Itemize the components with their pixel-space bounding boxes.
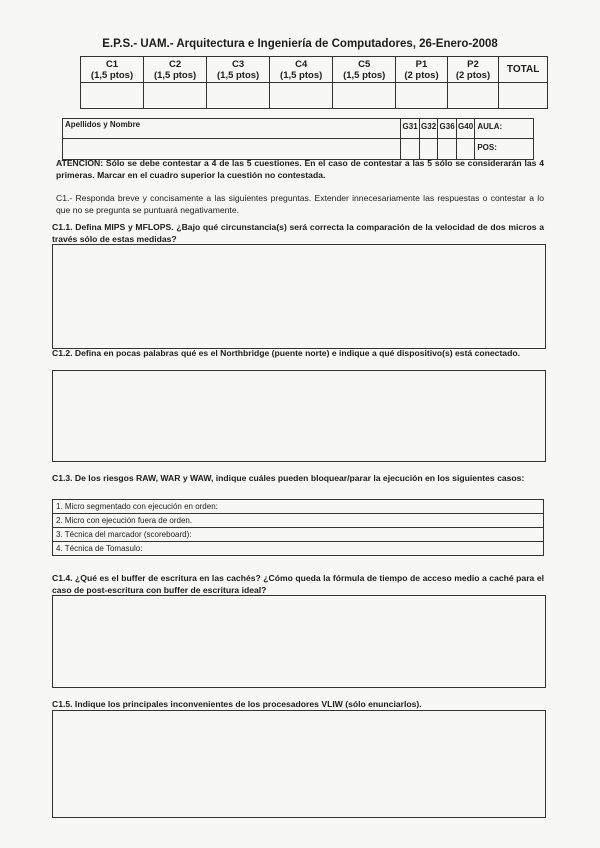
name-field[interactable]: [63, 139, 401, 160]
group-g31-check[interactable]: [401, 139, 420, 160]
score-entry-c3[interactable]: [207, 83, 270, 109]
score-cell-p1: P1 (2 ptos): [396, 57, 448, 83]
score-cell-c5: C5 (1,5 ptos): [333, 57, 396, 83]
score-table-header-row: [81, 57, 548, 83]
score-entry-total[interactable]: [499, 83, 548, 109]
answer-box-c1-1[interactable]: [52, 244, 546, 349]
question-c1-2: C1.2. Defina en pocas palabras qué es el Northbridge (puente norte) e indique a qué dispositivo(s) está conectado.: [52, 348, 520, 358]
score-entry-c5[interactable]: [333, 83, 396, 109]
group-g40-label: G40: [456, 119, 475, 139]
question-c1-3: C1.3. De los riesgos RAW, WAR y WAW, indique cuáles pueden bloquear/parar la ejecución en los siguientes casos:: [52, 473, 525, 483]
score-entry-c4[interactable]: [270, 83, 333, 109]
answer-box-c1-2[interactable]: [52, 370, 546, 462]
attention-notice: ATENCION: Sólo se debe contestar a 4 de las 5 cuestiones. En el caso de contestar a las 5 sólo se considerarán las 4 primeras. Marcar en el cuadro superior la cuestión no contestada.: [56, 158, 544, 180]
score-cell-c3: C3 (1,5 ptos): [207, 57, 270, 83]
exam-title: E.P.S.- UAM.- Arquitectura e Ingeniería de Computadores, 26-Enero-2008: [102, 38, 498, 50]
score-entry-c2[interactable]: [144, 83, 207, 109]
score-entry-p1[interactable]: [396, 83, 448, 109]
score-cell-p2: P2 (2 ptos): [447, 57, 499, 83]
pos-label: POS:: [475, 139, 534, 160]
aula-label: AULA:: [475, 119, 534, 139]
answer-box-c1-4[interactable]: [52, 595, 546, 688]
group-g32-label: G32: [419, 119, 438, 139]
group-g31-label: G31: [401, 119, 420, 139]
answer-box-c1-5[interactable]: [52, 710, 546, 818]
score-cell-c1: C1 (1,5 ptos): [81, 57, 144, 83]
case-out-of-order[interactable]: 2. Micro con ejecución fuera de orden.: [53, 514, 544, 528]
group-g36-label: G36: [438, 119, 457, 139]
case-in-order[interactable]: 1. Micro segmentado con ejecución en orden:: [53, 500, 544, 514]
group-g32-check[interactable]: [419, 139, 438, 160]
group-g36-check[interactable]: [438, 139, 457, 160]
question-c1-4: C1.4. ¿Qué es el buffer de escritura en las cachés? ¿Cómo queda la fórmula de tiempo de acceso medio a caché para el caso de post-escritura con buffer de escritura ideal?: [52, 573, 544, 595]
name-label: Apellidos y Nombre: [63, 119, 401, 139]
group-g40-check[interactable]: [456, 139, 475, 160]
score-cell-c4: C4 (1,5 ptos): [270, 57, 333, 83]
answer-cases-c1-3: [52, 499, 544, 556]
score-entry-c1[interactable]: [81, 83, 144, 109]
question-c1-1: C1.1. Defina MIPS y MFLOPS. ¿Bajo qué circunstancia(s) será correcta la comparación de la velocidad de dos micros a través sólo de estas medidas?: [52, 222, 544, 244]
score-table-entry-row: [81, 83, 548, 109]
student-info-table: [62, 118, 534, 160]
score-cell-total: TOTAL: [499, 57, 548, 83]
case-tomasulo[interactable]: 4. Técnica de Tomasulo:: [53, 542, 544, 556]
score-cell-c2: C2 (1,5 ptos): [144, 57, 207, 83]
question-c1-5: C1.5. Indique los principales inconvenientes de los procesadores VLIW (sólo enunciarlos).: [52, 699, 422, 709]
case-scoreboard[interactable]: 3. Técnica del marcador (scoreboard):: [53, 528, 544, 542]
score-table: [80, 56, 548, 109]
score-entry-p2[interactable]: [447, 83, 499, 109]
instructions: C1.- Responda breve y concisamente a las siguientes preguntas. Extender innecesariamente las respuestas o contestar a lo que no se pregunta se puntuará negativamente.: [56, 193, 544, 215]
